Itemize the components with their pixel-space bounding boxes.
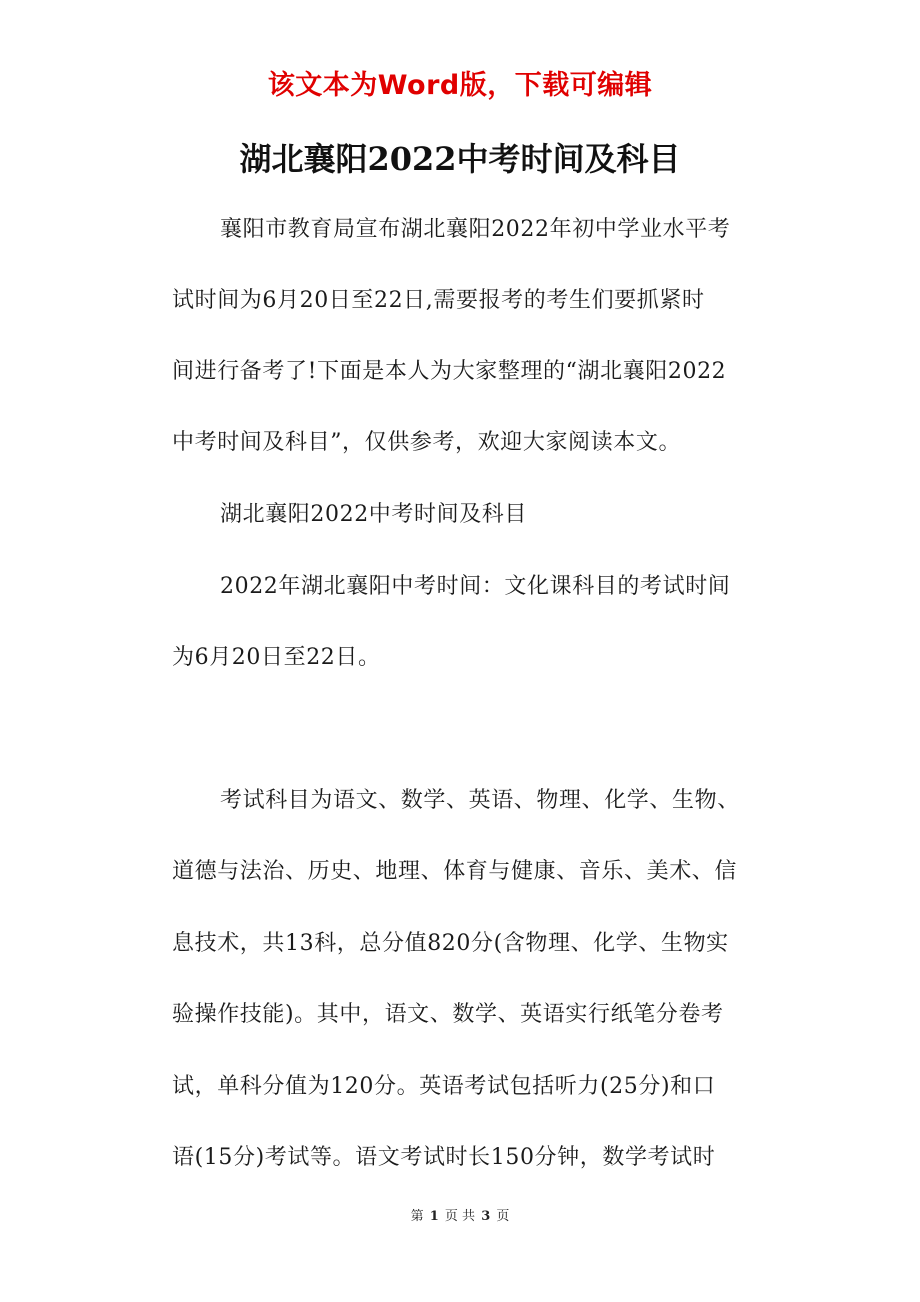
paragraph-line: 中考时间及科目”，仅供参考，欢迎大家阅读本文。 (172, 430, 682, 455)
document-title: 湖北襄阳2022中考时间及科目 (239, 140, 681, 178)
paragraph-line: 息技术，共13科，总分值820分(含物理、化学、生物实 (172, 931, 729, 956)
paragraph-line: 考试科目为语文、数学、英语、物理、化学、生物、 (220, 788, 740, 813)
paragraph-line: 间进行备考了!下面是本人为大家整理的“湖北襄阳2022 (172, 359, 727, 384)
footer-prefix: 第 (410, 1209, 424, 1224)
paragraph-line: 验操作技能)。其中，语文、数学、英语实行纸笔分卷考 (172, 1002, 724, 1027)
paragraph-line: 2022年湖北襄阳中考时间：文化课科目的考试时间 (220, 574, 731, 599)
footer-middle: 页 共 (444, 1209, 476, 1224)
paragraph-line: 道德与法治、历史、地理、体育与健康、音乐、美术、信 (172, 859, 738, 884)
section-heading: 湖北襄阳2022中考时间及科目 (220, 502, 527, 527)
page-footer (0, 1206, 920, 1228)
footer-suffix: 页 (496, 1209, 510, 1224)
paragraph-line: 语(15分)考试等。语文考试时长150分钟，数学考试时 (172, 1145, 716, 1170)
download-banner: 该文本为Word版，下载可编辑 (267, 70, 653, 101)
paragraph-line: 为6月20日至22日。 (172, 645, 381, 670)
paragraph-line: 试，单科分值为120分。英语考试包括听力(25分)和口 (172, 1074, 716, 1099)
total-pages-number: 3 (481, 1209, 491, 1224)
paragraph-line: 试时间为6月20日至22日,需要报考的考生们要抓紧时 (172, 288, 705, 313)
current-page-number: 1 (429, 1209, 439, 1224)
paragraph-line: 襄阳市教育局宣布湖北襄阳2022年初中学业水平考 (220, 217, 731, 242)
